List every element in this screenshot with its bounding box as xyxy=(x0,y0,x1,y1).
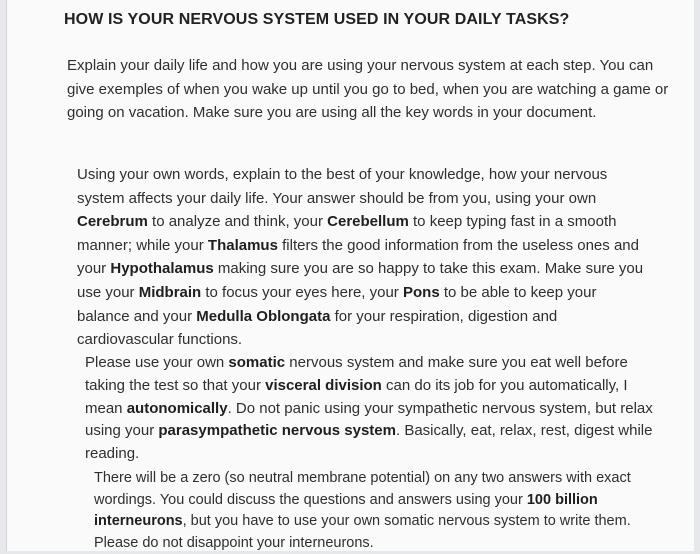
keyword-medulla-oblongata: Medulla Oblongata xyxy=(196,307,331,325)
keyword-somatic: somatic xyxy=(228,354,286,371)
text-segment: filters the good information from the useless ones and your xyxy=(77,236,639,278)
text-segment: Using your own words, explain to the best of your knowledge, how your nervous system affects your daily life. Your answer should be from you, using your own xyxy=(77,166,608,207)
keyword-hypothalamus: Hypothalamus xyxy=(110,260,214,278)
paragraph-nervous-divisions xyxy=(85,352,655,466)
text-segment: to be able to keep your balance and your xyxy=(77,283,597,325)
text-segment: . Do not panic using your sympathetic nervous system, but relax using your xyxy=(85,399,653,440)
text-segment: . Basically, eat, relax, rest, digest while reading. xyxy=(85,422,653,463)
text-segment: nervous system and make sure you eat well before taking the test so that your xyxy=(85,354,628,394)
text-segment: can do its job for you automatically, I mean xyxy=(85,376,628,417)
keyword-cerebrum: Cerebrum xyxy=(77,213,148,231)
keyword-interneurons: 100 billion interneurons xyxy=(94,491,598,529)
document-page xyxy=(6,0,694,551)
text-segment: Please use your own xyxy=(85,354,229,371)
document-title: HOW IS YOUR NERVOUS SYSTEM USED IN YOUR DAILY TASKS? xyxy=(64,11,570,28)
text-segment: , but you have to use your own somatic nervous system to write them. Please do not disappoint your interneurons. xyxy=(94,513,631,551)
paragraph-brain-parts xyxy=(77,163,652,352)
keyword-thalamus: Thalamus xyxy=(207,236,278,254)
paragraph-warning xyxy=(94,468,664,554)
keyword-cerebellum: Cerebellum xyxy=(327,213,409,231)
text-segment: for your respiration, digestion and cardiovascular functions. xyxy=(77,307,558,349)
text-segment: to keep typing fast in a smooth manner; while your xyxy=(77,213,617,254)
keyword-autonomically: autonomically xyxy=(126,399,228,417)
keyword-midbrain: Midbrain xyxy=(138,283,202,301)
text-segment: making sure you are so happy to take this exam. Make sure you use your xyxy=(77,260,644,301)
keyword-parasympathetic: parasympathetic nervous system xyxy=(158,422,396,440)
text-segment: There will be a zero (so neutral membrane potential) on any two answers with exact wordings. You could discuss the questions and answers using your xyxy=(94,470,631,508)
keyword-visceral-division: visceral division xyxy=(265,376,382,394)
paragraph-instructions: Explain your daily life and how you are using your nervous system at each step. You can give exemples of when you wake up until you go to bed, when you are watching a game or going on vacation. Make sure you are using all the key words in your document. xyxy=(67,57,669,122)
keyword-pons: Pons xyxy=(402,283,440,301)
text-segment: to focus your eyes here, your xyxy=(201,283,403,301)
text-segment: to analyze and think, your xyxy=(147,213,328,231)
